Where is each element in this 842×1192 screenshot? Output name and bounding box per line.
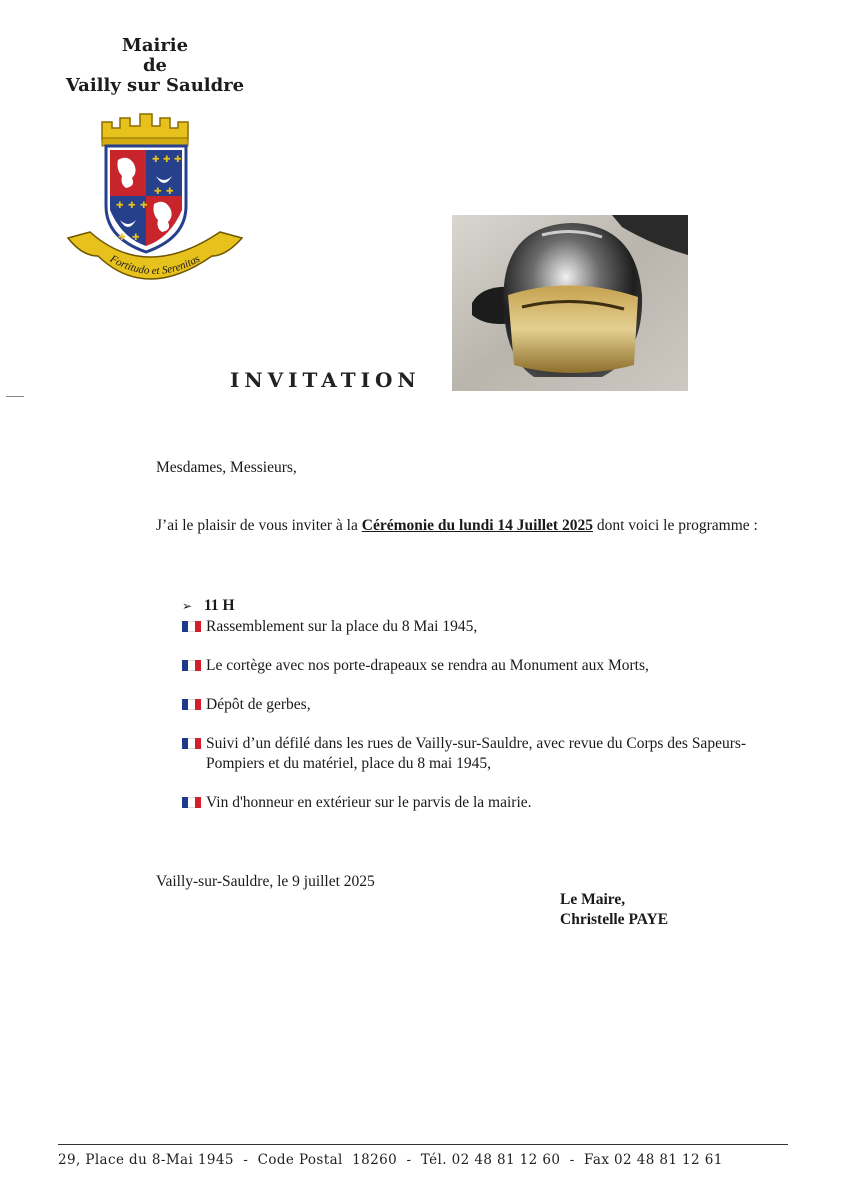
french-flag-icon xyxy=(182,699,201,710)
signature-name: Christelle PAYE xyxy=(560,911,669,928)
firefighter-helmet-photo xyxy=(452,215,688,391)
program-item-text: Suivi d’un défilé dans les rues de Vailly-sur-Sauldre, avec revue du Corps des Sapeurs-Pompiers et du matériel, place du 8 mai 1945, xyxy=(206,735,747,772)
event-name: Cérémonie du lundi 14 Juillet 2025 xyxy=(361,517,593,534)
svg-text:✚: ✚ xyxy=(174,155,182,165)
program-list xyxy=(182,596,782,813)
french-flag-icon xyxy=(182,738,201,749)
invitation-title: INVITATION xyxy=(230,368,421,392)
svg-text:✚: ✚ xyxy=(140,201,148,211)
french-flag-icon xyxy=(182,797,201,808)
list-item xyxy=(182,793,782,813)
footer-divider xyxy=(58,1144,788,1145)
footer-contact: 29, Place du 8-Mai 1945 - Code Postal 18260 - Tél. 02 48 81 12 60 - Fax 02 48 81 12 61 xyxy=(58,1152,723,1168)
intro-text-before: J’ai le plaisir de vous inviter à la xyxy=(156,517,362,534)
svg-text:✚: ✚ xyxy=(154,187,162,197)
header-line-3: Vailly sur Sauldre xyxy=(65,75,245,96)
margin-mark xyxy=(6,396,24,397)
program-item-text: Dépôt de gerbes, xyxy=(206,696,311,713)
program-time: 11 H xyxy=(204,597,235,614)
signature-role: Le Maire, xyxy=(560,891,626,908)
svg-text:✚: ✚ xyxy=(166,187,174,197)
list-item xyxy=(182,617,782,637)
town-hall-header xyxy=(40,36,270,96)
intro-text-after: dont voici le programme : xyxy=(592,517,758,534)
french-flag-icon xyxy=(182,621,201,632)
arrow-bullet-icon: ➢ xyxy=(182,599,193,613)
program-item-text: Vin d'honneur en extérieur sur le parvis de la mairie. xyxy=(206,794,532,811)
intro-paragraph xyxy=(156,516,764,536)
program-time-row xyxy=(182,596,782,616)
program-item-text: Le cortège avec nos porte-drapeaux se rendra au Monument aux Morts, xyxy=(206,657,649,674)
svg-text:✚: ✚ xyxy=(128,201,136,211)
motto-text: Fortitudo et Serenitas xyxy=(107,252,202,278)
list-item xyxy=(182,695,782,715)
list-item xyxy=(182,734,782,774)
list-item xyxy=(182,656,782,676)
header-line-1: Mairie xyxy=(121,35,189,56)
place-and-date: Vailly-sur-Sauldre, le 9 juillet 2025 xyxy=(156,873,375,890)
svg-text:✚: ✚ xyxy=(152,155,160,165)
coat-of-arms-logo xyxy=(62,106,248,286)
svg-text:✚: ✚ xyxy=(163,155,171,165)
french-flag-icon xyxy=(182,660,201,671)
program-item-text: Rassemblement sur la place du 8 Mai 1945, xyxy=(206,618,478,635)
header-line-2: de xyxy=(142,55,168,76)
svg-text:✚: ✚ xyxy=(118,233,126,243)
signature-block xyxy=(560,890,668,930)
svg-text:✚: ✚ xyxy=(116,201,124,211)
salutation: Mesdames, Messieurs, xyxy=(156,459,297,476)
svg-text:✚: ✚ xyxy=(132,233,140,243)
